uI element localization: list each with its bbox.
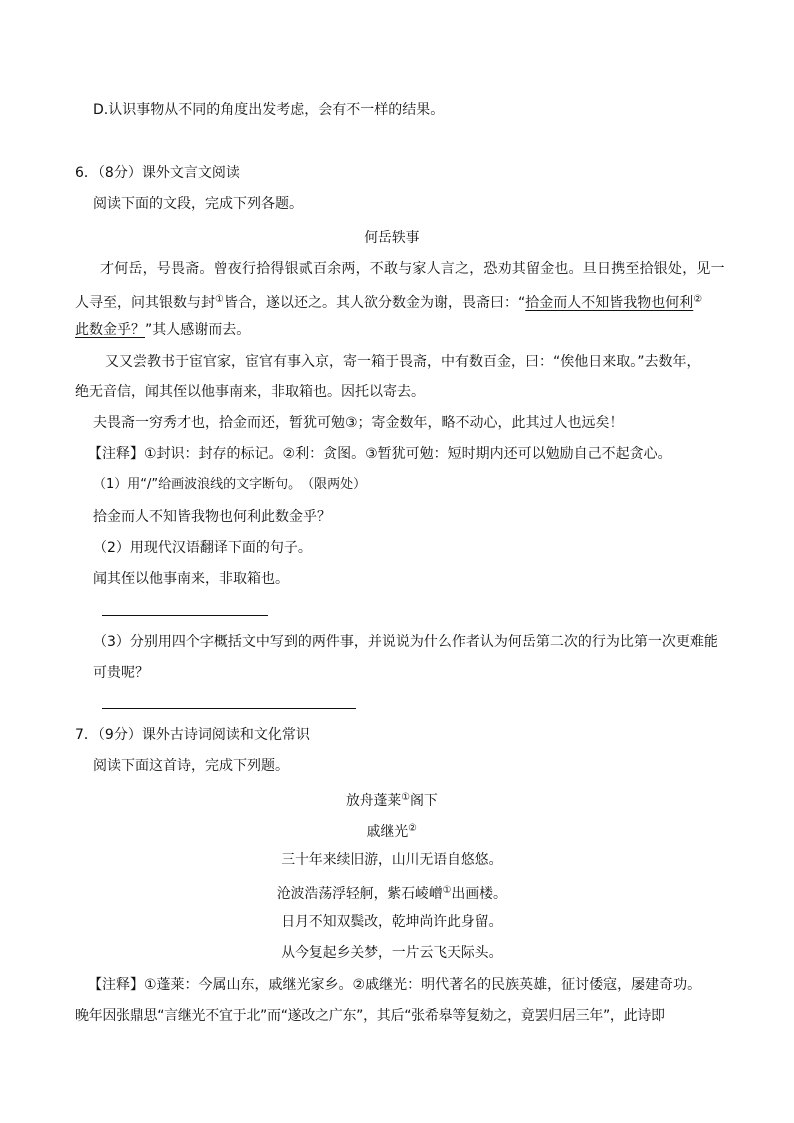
q6-p3: 夫畏斋一穷秀才也，拾金而还，暂犹可勉③；寄金数年，略不动心，此其过人也远矣！ bbox=[93, 415, 624, 431]
poem-author bbox=[0, 819, 784, 842]
poem-title-text: 放舟蓬莱 bbox=[345, 793, 402, 809]
poem-line-2-mark: ① bbox=[442, 885, 452, 896]
poem-line-1: 三十年来续旧游，山川无语自悠悠。 bbox=[281, 852, 503, 868]
wavy-text-part1: 拾金而人不知皆我物也何利 bbox=[525, 295, 694, 311]
poem-author-name: 戚继光 bbox=[366, 824, 409, 840]
q7-section: 课外古诗词阅读和文化常识 bbox=[141, 727, 310, 743]
answer-line-2[interactable] bbox=[102, 708, 356, 709]
q6-score: （8分） bbox=[97, 165, 142, 181]
q6-header bbox=[75, 163, 240, 183]
poem-title bbox=[0, 788, 784, 811]
option-d: D.认识事物从不同的角度出发考虑，会有不一样的结果。 bbox=[93, 102, 445, 118]
q6-p1-line2b: 皆合，遂以还之。其人欲分数金为谢，畏斋曰：“ bbox=[223, 295, 526, 311]
q6-p1-line2a: 人寻至，问其银数与封 bbox=[75, 295, 215, 311]
q6-sub3-line2: 可贵呢？ bbox=[93, 665, 149, 681]
q6-instruction: 阅读下面的文段，完成下列各题。 bbox=[93, 196, 303, 212]
poem-title-tail: 阁下 bbox=[410, 793, 438, 809]
q6-sub3-line1: （3）分别用四个字概括文中写到的两件事，并说说为什么作者认为何岳第二次的行为比第一次更难能 bbox=[93, 634, 718, 650]
q6-note: 【注释】①封识：封存的标记。②利：贪图。③暂犹可勉：短时期内还可以勉励自己不起贪心。 bbox=[88, 446, 672, 462]
q6-sub1-question: （1）用“/”给画波浪线的文字断句。 （限两处） bbox=[93, 477, 367, 492]
poem-line-2b: 出画楼。 bbox=[451, 886, 507, 902]
q7-instruction: 阅读下面这首诗，完成下列题。 bbox=[93, 758, 289, 774]
q6-p1-line1: 才何岳，号畏斋。曾夜行拾得银贰百余两，不敢与家人言之，恐劝其留金也。旦日携至拾银处，见一 bbox=[100, 261, 725, 277]
poem-line-2a: 沧波浩荡浮轻舸，紫石崚嶒 bbox=[276, 886, 443, 902]
poem-line-2 bbox=[0, 881, 784, 904]
poem-title-mark: ① bbox=[401, 792, 411, 803]
q7-score: （9分） bbox=[97, 727, 142, 743]
poem-line-4: 从今复起乡关梦，一片云飞天际头。 bbox=[281, 945, 503, 961]
q6-sub1-text: 拾金而人不知皆我物也何利此数金乎？ bbox=[93, 509, 331, 525]
q6-sub2-question: （2）用现代汉语翻译下面的句子。 bbox=[93, 540, 312, 556]
footnote-mark-2: ② bbox=[693, 294, 703, 305]
q7-header bbox=[75, 725, 310, 745]
q7-number: 7． bbox=[75, 727, 98, 743]
wavy-text-part2: 此数金乎？ bbox=[75, 322, 145, 338]
poem-line-3: 日月不知双鬓改，乾坤尚许此身留。 bbox=[281, 914, 503, 930]
q6-section: 课外文言文阅读 bbox=[141, 165, 240, 181]
q6-p2-line2: 绝无音信，闻其侄以他事南来，非取箱也。因托以寄去。 bbox=[75, 384, 425, 400]
q6-p1-line3b: ”其人感谢而去。 bbox=[145, 322, 251, 338]
q6-p1-line2 bbox=[75, 290, 702, 313]
q6-p2-line1: 又又尝教书于宦官家，宦官有事入京，寄一箱于畏斋，中有数百金，曰：“俟他日来取。”去数年， bbox=[105, 354, 701, 370]
poem-author-mark: ② bbox=[408, 823, 417, 834]
q7-note-line1: 【注释】①蓬莱：今属山东，戚继光家乡。②戚继光：明代著名的民族英雄，征讨倭寇，屡建奇功。 bbox=[88, 977, 702, 993]
answer-line-1[interactable] bbox=[102, 615, 268, 616]
q7-note-line2: 晚年因张鼎思“言继光不宜于北”而“遂改之广东”，其后“张希皋等复劾之，竟罢归居三年”，此诗即 bbox=[75, 1008, 665, 1024]
q6-p1-line3 bbox=[75, 320, 250, 340]
q6-sub2-text: 闻其侄以他事南来，非取箱也。 bbox=[93, 571, 289, 587]
q6-passage-title: 何岳轶事 bbox=[364, 230, 420, 246]
footnote-mark-1: ① bbox=[215, 294, 224, 305]
q6-number: 6． bbox=[75, 165, 98, 181]
